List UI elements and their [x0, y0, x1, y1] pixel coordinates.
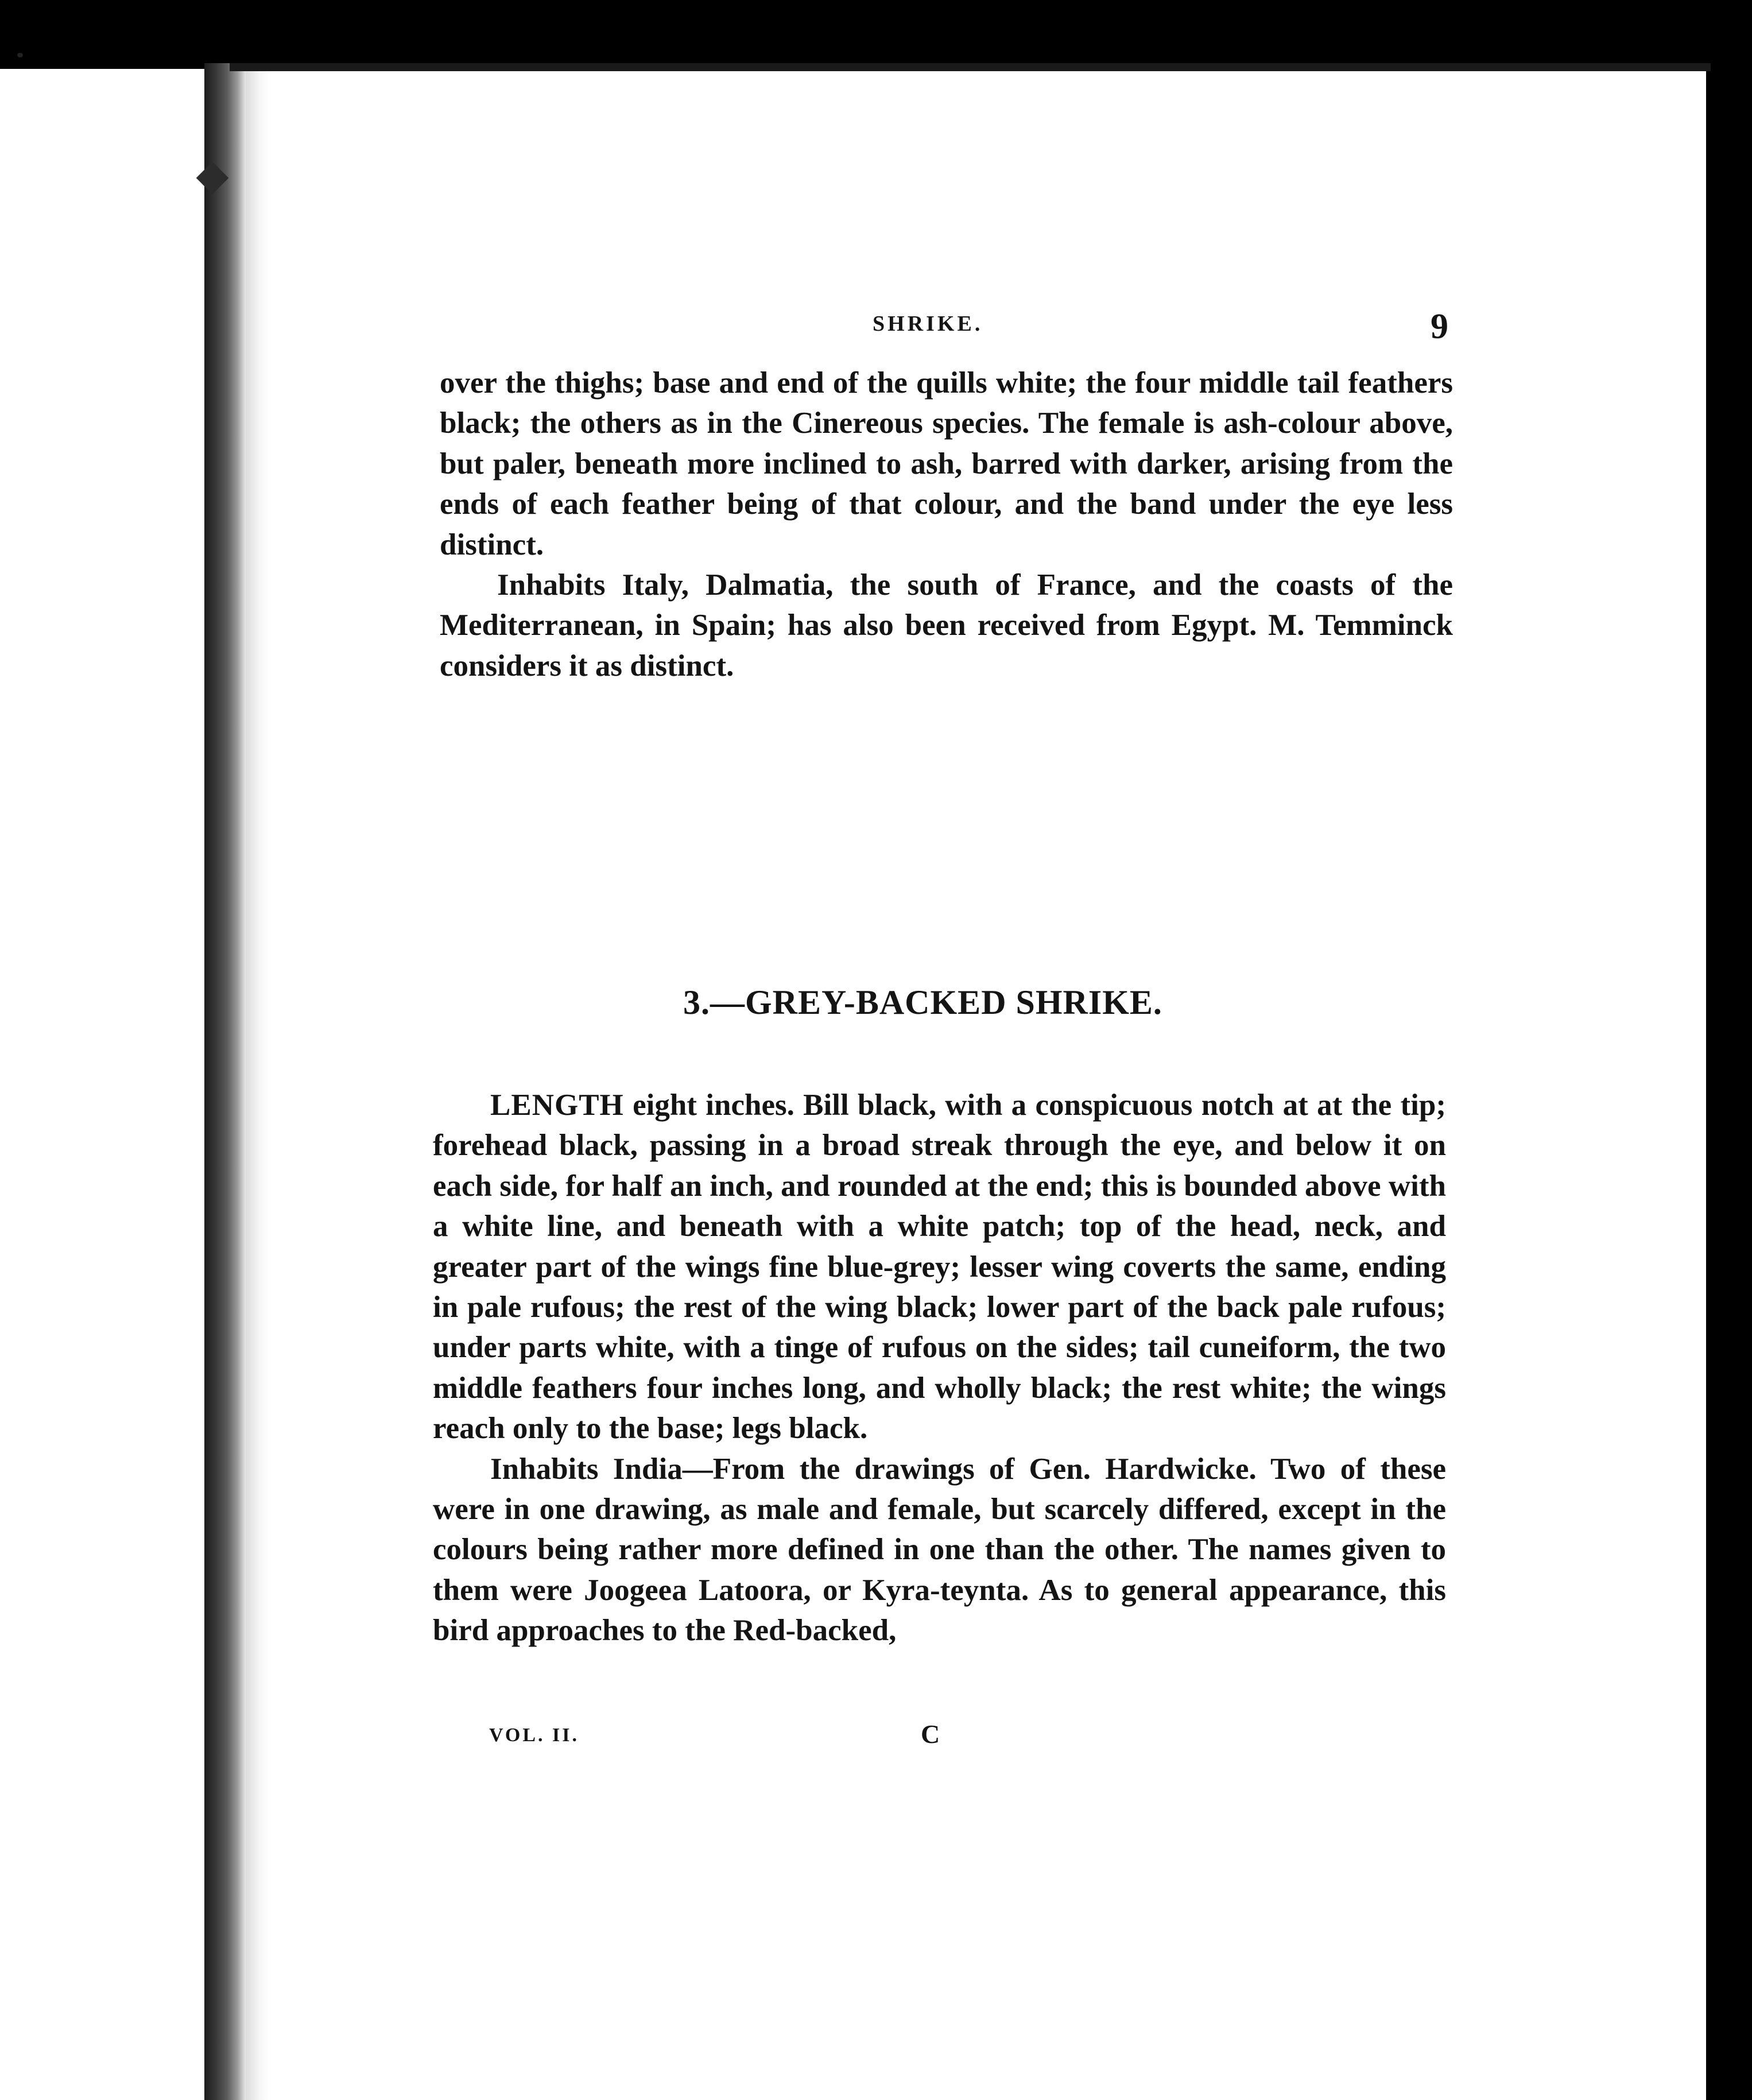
section-paragraph-2: Inhabits India—From the drawings of Gen. Hardwicke. Two of these were in one drawing, as male and female, but scarcely differed, except in the colours being rather more defined in one than the other. The names given to them were Joogeea Latoora, or Kyra-teynta. As to general appearance, this bird approaches to the Red-backed,: [433, 1452, 1446, 1648]
book-gutter: [204, 63, 246, 2100]
page-top-edge: [230, 63, 1711, 71]
lead-word: LENGTH: [490, 1088, 624, 1122]
section-title: 3.—GREY-BACKED SHRIKE.: [683, 983, 1162, 1021]
scan-border-top: [0, 0, 1752, 69]
volume-mark: VOL. II.: [489, 1725, 579, 1746]
continuation-paragraph-2: Inhabits Italy, Dalmatia, the south of France, and the coasts of the Mediterranean, in Spain; has also been received from Egypt. M. Temminck considers it as distinct.: [440, 568, 1453, 683]
continuation-paragraph-1: over the thighs; base and end of the quills white; the four middle tail feathers black; the others as in the Cinereous species. The female is ash-colour above, but paler, beneath more inclined to ash, barred with darker, arising from the ends of each feather being of that colour, and the band under the eye less distinct.: [440, 366, 1453, 561]
continuation-text: [440, 363, 1453, 686]
running-head-title: SHRIKE.: [873, 312, 983, 336]
gutter-shadow: [246, 69, 269, 2100]
facing-page-edge: [0, 69, 204, 2100]
section-paragraph-1: [433, 1085, 1446, 1449]
page-number: 9: [1431, 307, 1448, 346]
section-paragraph-1-body: eight inches. Bill black, with a conspicuous notch at at the tip; forehead black, passing in a broad streak through the eye, and below it on each side, for half an inch, and rounded at the end; this is bounded above with a white line, and beneath with a white patch; top of the head, neck, and greater part of the wings fine blue-grey; lesser wing coverts the same, ending in pale rufous; the rest of the wing black; lower part of the back pale rufous; under parts white, with a tinge of rufous on the sides; tail cuneiform, the two middle feathers four inches long, and wholly black; the rest white; the wings reach only to the base; legs black.: [433, 1088, 1446, 1446]
scan-speck: [17, 53, 23, 57]
section-text: [433, 1085, 1446, 1651]
scan-border-right: [1706, 0, 1752, 2100]
signature-letter: C: [921, 1719, 940, 1749]
